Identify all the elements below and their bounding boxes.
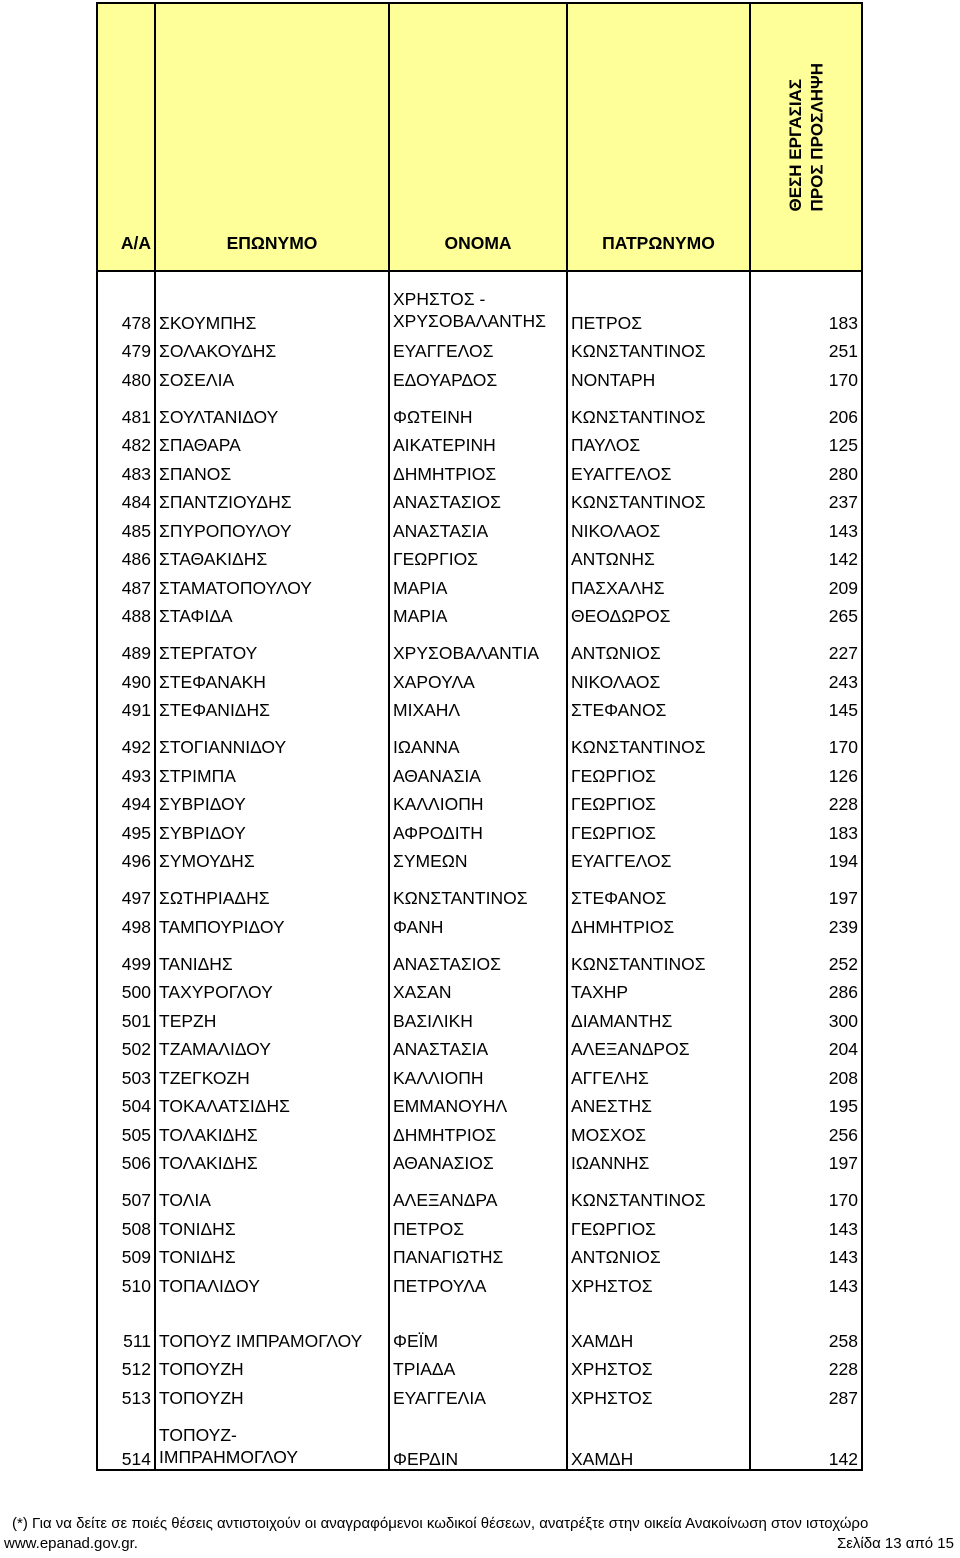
row-number: 485 bbox=[97, 513, 155, 542]
row-number: 512 bbox=[97, 1351, 155, 1380]
surname-cell: ΣΚΟΥΜΠΗΣ bbox=[155, 271, 389, 333]
row-number: 510 bbox=[97, 1268, 155, 1297]
table-row bbox=[97, 598, 862, 627]
row-number: 486 bbox=[97, 541, 155, 570]
name-cell: ΑΘΑΝΑΣΙΟΣ bbox=[389, 1145, 567, 1174]
surname-cell: ΣΤΟΓΙΑΝΝΙΔΟΥ bbox=[155, 721, 389, 758]
position-code-cell: 143 bbox=[750, 513, 862, 542]
table-row bbox=[97, 1408, 862, 1470]
father-name-cell: ΧΡΗΣΤΟΣ bbox=[567, 1351, 750, 1380]
position-code-cell: 170 bbox=[750, 721, 862, 758]
position-code-cell: 228 bbox=[750, 786, 862, 815]
surname-cell: ΤΖΑΜΑΛΙΔΟΥ bbox=[155, 1031, 389, 1060]
row-number: 508 bbox=[97, 1211, 155, 1240]
table-row bbox=[97, 1296, 862, 1351]
table-row bbox=[97, 1174, 862, 1211]
surname-cell: ΣΠΥΡΟΠΟΥΛΟΥ bbox=[155, 513, 389, 542]
father-name-cell: ΑΝΤΩΝΙΟΣ bbox=[567, 627, 750, 664]
name-cell: ΧΑΡΟΥΛΑ bbox=[389, 664, 567, 693]
position-code-cell: 183 bbox=[750, 815, 862, 844]
father-name-cell: ΚΩΝΣΤΑΝΤΙΝΟΣ bbox=[567, 721, 750, 758]
name-cell: ΑΙΚΑΤΕΡΙΝΗ bbox=[389, 427, 567, 456]
father-name-cell: ΑΝΤΩΝΗΣ bbox=[567, 541, 750, 570]
table-row bbox=[97, 271, 862, 333]
position-code-cell: 170 bbox=[750, 362, 862, 391]
position-code-cell: 143 bbox=[750, 1268, 862, 1297]
row-number: 513 bbox=[97, 1380, 155, 1409]
name-cell: ΔΗΜΗΤΡΙΟΣ bbox=[389, 1117, 567, 1146]
name-cell: ΦΑΝΗ bbox=[389, 909, 567, 938]
header-surname: ΕΠΩΝΥΜΟ bbox=[155, 3, 389, 271]
name-cell: ΑΛΕΞΑΝΔΡΑ bbox=[389, 1174, 567, 1211]
father-name-cell: ΧΡΗΣΤΟΣ bbox=[567, 1380, 750, 1409]
row-number: 480 bbox=[97, 362, 155, 391]
row-number: 514 bbox=[97, 1408, 155, 1470]
table-row bbox=[97, 1117, 862, 1146]
position-code-cell: 209 bbox=[750, 570, 862, 599]
surname-cell: ΤΕΡΖΗ bbox=[155, 1003, 389, 1032]
surname-cell: ΣΠΑΘΑΡΑ bbox=[155, 427, 389, 456]
header-father: ΠΑΤΡΩΝΥΜΟ bbox=[567, 3, 750, 271]
father-name-cell: ΕΥΑΓΓΕΛΟΣ bbox=[567, 843, 750, 872]
name-cell: ΧΑΣΑΝ bbox=[389, 974, 567, 1003]
table-row bbox=[97, 1211, 862, 1240]
father-name-cell: ΠΑΥΛΟΣ bbox=[567, 427, 750, 456]
row-number: 502 bbox=[97, 1031, 155, 1060]
surname-cell: ΤΟΠΟΥΖΗ bbox=[155, 1351, 389, 1380]
header-position-line1: ΘΕΣΗ ΕΡΓΑΣΙΑΣ bbox=[785, 78, 805, 212]
row-number: 505 bbox=[97, 1117, 155, 1146]
position-code-cell: 204 bbox=[750, 1031, 862, 1060]
surname-cell: ΣΤΑΦΙΔΑ bbox=[155, 598, 389, 627]
table-row bbox=[97, 1060, 862, 1089]
position-code-cell: 258 bbox=[750, 1296, 862, 1351]
surname-cell: ΣΟΣΕΛΙΑ bbox=[155, 362, 389, 391]
footer-page-number: Σελίδα 13 από 15 bbox=[836, 1535, 954, 1552]
father-name-cell: ΧΑΜΔΗ bbox=[567, 1296, 750, 1351]
table-row bbox=[97, 1380, 862, 1409]
father-name-cell: ΚΩΝΣΤΑΝΤΙΝΟΣ bbox=[567, 390, 750, 427]
name-cell: ΣΥΜΕΩΝ bbox=[389, 843, 567, 872]
row-number: 487 bbox=[97, 570, 155, 599]
table-row bbox=[97, 815, 862, 844]
footer-note: (*) Για να δείτε σε ποιές θέσεις αντιστοιχούν οι αναγραφόμενοι κωδικοί θέσεων, ανατρέξτε στην οικεία Ανακοίνωση στον ιστοχώρο bbox=[12, 1515, 869, 1532]
father-name-cell: ΣΤΕΦΑΝΟΣ bbox=[567, 692, 750, 721]
table-row bbox=[97, 484, 862, 513]
surname-cell: ΤΑΜΠΟΥΡΙΔΟΥ bbox=[155, 909, 389, 938]
surname-cell: ΣΟΥΛΤΑΝΙΔΟΥ bbox=[155, 390, 389, 427]
table-row bbox=[97, 1239, 862, 1268]
row-number: 499 bbox=[97, 937, 155, 974]
row-number: 484 bbox=[97, 484, 155, 513]
name-cell: ΠΕΤΡΟΥΛΑ bbox=[389, 1268, 567, 1297]
table-row bbox=[97, 541, 862, 570]
position-code-cell: 243 bbox=[750, 664, 862, 693]
name-cell: ΑΝΑΣΤΑΣΙΟΣ bbox=[389, 484, 567, 513]
surname-cell: ΤΟΛΑΚΙΔΗΣ bbox=[155, 1145, 389, 1174]
name-cell: ΑΝΑΣΤΑΣΙΑ bbox=[389, 1031, 567, 1060]
surname-cell: ΤΑΝΙΔΗΣ bbox=[155, 937, 389, 974]
table-row bbox=[97, 692, 862, 721]
surname-cell: ΤΟΝΙΔΗΣ bbox=[155, 1211, 389, 1240]
header-position-line2: ΠΡΟΣ ΠΡΟΣΛΗΨΗ bbox=[807, 62, 826, 212]
name-cell: ΜΙΧΑΗΛ bbox=[389, 692, 567, 721]
row-number: 491 bbox=[97, 692, 155, 721]
name-cell: ΜΑΡΙΑ bbox=[389, 598, 567, 627]
header-position bbox=[750, 3, 862, 271]
surname-cell: ΣΤΕΡΓΑΤΟΥ bbox=[155, 627, 389, 664]
father-name-cell: ΙΩΑΝΝΗΣ bbox=[567, 1145, 750, 1174]
surname-cell: ΤΟΠΟΥΖ ΙΜΠΡΑΜΟΓΛΟΥ bbox=[155, 1296, 389, 1351]
table-row bbox=[97, 333, 862, 362]
row-number: 501 bbox=[97, 1003, 155, 1032]
name-cell: ΦΕΪΜ bbox=[389, 1296, 567, 1351]
table-row bbox=[97, 427, 862, 456]
name-cell: ΚΑΛΛΙΟΠΗ bbox=[389, 1060, 567, 1089]
position-code-cell: 197 bbox=[750, 1145, 862, 1174]
table-row bbox=[97, 974, 862, 1003]
surname-cell: ΣΤΑΘΑΚΙΔΗΣ bbox=[155, 541, 389, 570]
name-cell: ΔΗΜΗΤΡΙΟΣ bbox=[389, 456, 567, 485]
father-name-cell: ΠΑΣΧΑΛΗΣ bbox=[567, 570, 750, 599]
name-cell: ΧΡΥΣΟΒΑΛΑΝΤΙΑ bbox=[389, 627, 567, 664]
name-cell: ΑΦΡΟΔΙΤΗ bbox=[389, 815, 567, 844]
position-code-cell: 143 bbox=[750, 1239, 862, 1268]
surname-cell: ΤΟΠΑΛΙΔΟΥ bbox=[155, 1268, 389, 1297]
father-name-cell: ΝΙΚΟΛΑΟΣ bbox=[567, 513, 750, 542]
father-name-cell: ΠΕΤΡΟΣ bbox=[567, 271, 750, 333]
table-row bbox=[97, 1268, 862, 1297]
row-number: 489 bbox=[97, 627, 155, 664]
table-row bbox=[97, 1145, 862, 1174]
father-name-cell: ΝΟΝΤΑΡΗ bbox=[567, 362, 750, 391]
row-number: 494 bbox=[97, 786, 155, 815]
table-row bbox=[97, 570, 862, 599]
row-number: 496 bbox=[97, 843, 155, 872]
table-row bbox=[97, 362, 862, 391]
father-name-cell: ΚΩΝΣΤΑΝΤΙΝΟΣ bbox=[567, 1174, 750, 1211]
table-row bbox=[97, 1003, 862, 1032]
table-row bbox=[97, 664, 862, 693]
position-code-cell: 208 bbox=[750, 1060, 862, 1089]
father-name-cell: ΔΗΜΗΤΡΙΟΣ bbox=[567, 909, 750, 938]
position-code-cell: 195 bbox=[750, 1088, 862, 1117]
row-number: 503 bbox=[97, 1060, 155, 1089]
page-footer bbox=[0, 1514, 960, 1554]
surname-cell: ΣΥΒΡΙΔΟΥ bbox=[155, 815, 389, 844]
table-row bbox=[97, 627, 862, 664]
father-name-cell: ΔΙΑΜΑΝΤΗΣ bbox=[567, 1003, 750, 1032]
row-number: 498 bbox=[97, 909, 155, 938]
table-row bbox=[97, 456, 862, 485]
father-name-cell: ΕΥΑΓΓΕΛΟΣ bbox=[567, 456, 750, 485]
row-number: 488 bbox=[97, 598, 155, 627]
father-name-cell: ΓΕΩΡΓΙΟΣ bbox=[567, 815, 750, 844]
position-code-cell: 237 bbox=[750, 484, 862, 513]
position-code-cell: 126 bbox=[750, 758, 862, 787]
header-name: ΟΝΟΜΑ bbox=[389, 3, 567, 271]
table-body bbox=[97, 271, 862, 1470]
father-name-cell: ΓΕΩΡΓΙΟΣ bbox=[567, 1211, 750, 1240]
position-code-cell: 142 bbox=[750, 541, 862, 570]
father-name-cell: ΣΤΕΦΑΝΟΣ bbox=[567, 872, 750, 909]
surname-cell: ΣΟΛΑΚΟΥΔΗΣ bbox=[155, 333, 389, 362]
row-number: 511 bbox=[97, 1296, 155, 1351]
row-number: 506 bbox=[97, 1145, 155, 1174]
name-cell: ΦΩΤΕΙΝΗ bbox=[389, 390, 567, 427]
surname-cell: ΣΤΕΦΑΝΙΔΗΣ bbox=[155, 692, 389, 721]
position-code-cell: 125 bbox=[750, 427, 862, 456]
position-code-cell: 251 bbox=[750, 333, 862, 362]
position-code-cell: 145 bbox=[750, 692, 862, 721]
surname-cell: ΣΤΕΦΑΝΑΚΗ bbox=[155, 664, 389, 693]
table-row bbox=[97, 872, 862, 909]
surname-cell: ΤΟΠΟΥΖΗ bbox=[155, 1380, 389, 1409]
father-name-cell: ΑΓΓΕΛΗΣ bbox=[567, 1060, 750, 1089]
position-code-cell: 286 bbox=[750, 974, 862, 1003]
name-cell: ΚΩΝΣΤΑΝΤΙΝΟΣ bbox=[389, 872, 567, 909]
position-code-cell: 170 bbox=[750, 1174, 862, 1211]
name-cell: ΕΥΑΓΓΕΛΟΣ bbox=[389, 333, 567, 362]
father-name-cell: ΑΛΕΞΑΝΔΡΟΣ bbox=[567, 1031, 750, 1060]
row-number: 507 bbox=[97, 1174, 155, 1211]
name-cell: ΦΕΡΔΙΝ bbox=[389, 1408, 567, 1470]
row-number: 481 bbox=[97, 390, 155, 427]
table-row bbox=[97, 721, 862, 758]
position-code-cell: 287 bbox=[750, 1380, 862, 1409]
father-name-cell: ΚΩΝΣΤΑΝΤΙΝΟΣ bbox=[567, 937, 750, 974]
father-name-cell: ΝΙΚΟΛΑΟΣ bbox=[567, 664, 750, 693]
position-code-cell: 206 bbox=[750, 390, 862, 427]
row-number: 493 bbox=[97, 758, 155, 787]
applicants-table bbox=[96, 2, 863, 1471]
name-cell: ΕΜΜΑΝΟΥΗΛ bbox=[389, 1088, 567, 1117]
surname-cell: ΤΟΚΑΛΑΤΣΙΔΗΣ bbox=[155, 1088, 389, 1117]
name-cell: ΓΕΩΡΓΙΟΣ bbox=[389, 541, 567, 570]
name-cell: ΧΡΗΣΤΟΣ - ΧΡΥΣΟΒΑΛΑΝΤΗΣ bbox=[389, 271, 567, 333]
father-name-cell: ΓΕΩΡΓΙΟΣ bbox=[567, 786, 750, 815]
surname-cell: ΤΟΛΙΑ bbox=[155, 1174, 389, 1211]
position-code-cell: 194 bbox=[750, 843, 862, 872]
name-cell: ΑΝΑΣΤΑΣΙΟΣ bbox=[389, 937, 567, 974]
table-row bbox=[97, 390, 862, 427]
surname-cell: ΤΑΧΥΡΟΓΛΟΥ bbox=[155, 974, 389, 1003]
row-number: 492 bbox=[97, 721, 155, 758]
row-number: 500 bbox=[97, 974, 155, 1003]
row-number: 483 bbox=[97, 456, 155, 485]
father-name-cell: ΚΩΝΣΤΑΝΤΙΝΟΣ bbox=[567, 484, 750, 513]
position-code-cell: 252 bbox=[750, 937, 862, 974]
father-name-cell: ΓΕΩΡΓΙΟΣ bbox=[567, 758, 750, 787]
surname-cell: ΣΥΒΡΙΔΟΥ bbox=[155, 786, 389, 815]
father-name-cell: ΑΝΕΣΤΗΣ bbox=[567, 1088, 750, 1117]
father-name-cell: ΑΝΤΩΝΙΟΣ bbox=[567, 1239, 750, 1268]
surname-cell: ΤΟΝΙΔΗΣ bbox=[155, 1239, 389, 1268]
surname-cell: ΤΟΛΑΚΙΔΗΣ bbox=[155, 1117, 389, 1146]
name-cell: ΑΝΑΣΤΑΣΙΑ bbox=[389, 513, 567, 542]
surname-cell: ΣΥΜΟΥΔΗΣ bbox=[155, 843, 389, 872]
table-row bbox=[97, 909, 862, 938]
name-cell: ΚΑΛΛΙΟΠΗ bbox=[389, 786, 567, 815]
table-row bbox=[97, 758, 862, 787]
footer-website: www.epanad.gov.gr. bbox=[4, 1535, 138, 1552]
position-code-cell: 256 bbox=[750, 1117, 862, 1146]
position-code-cell: 239 bbox=[750, 909, 862, 938]
row-number: 504 bbox=[97, 1088, 155, 1117]
name-cell: ΑΘΑΝΑΣΙΑ bbox=[389, 758, 567, 787]
father-name-cell: ΘΕΟΔΩΡΟΣ bbox=[567, 598, 750, 627]
header-row bbox=[97, 3, 862, 271]
table-row bbox=[97, 786, 862, 815]
father-name-cell: ΚΩΝΣΤΑΝΤΙΝΟΣ bbox=[567, 333, 750, 362]
name-cell: ΙΩΑΝΝΑ bbox=[389, 721, 567, 758]
position-code-cell: 197 bbox=[750, 872, 862, 909]
table-row bbox=[97, 1088, 862, 1117]
row-number: 495 bbox=[97, 815, 155, 844]
surname-cell: ΣΠΑΝΤΖΙΟΥΔΗΣ bbox=[155, 484, 389, 513]
row-number: 482 bbox=[97, 427, 155, 456]
position-code-cell: 227 bbox=[750, 627, 862, 664]
name-cell: ΕΥΑΓΓΕΛΙΑ bbox=[389, 1380, 567, 1409]
header-aa: Α/Α bbox=[97, 3, 155, 271]
row-number: 479 bbox=[97, 333, 155, 362]
surname-cell: ΣΩΤΗΡΙΑΔΗΣ bbox=[155, 872, 389, 909]
table-row bbox=[97, 1031, 862, 1060]
father-name-cell: ΤΑΧΗΡ bbox=[567, 974, 750, 1003]
position-code-cell: 143 bbox=[750, 1211, 862, 1240]
position-code-cell: 280 bbox=[750, 456, 862, 485]
position-code-cell: 265 bbox=[750, 598, 862, 627]
table-row bbox=[97, 843, 862, 872]
surname-cell: ΤΖΕΓΚΟΖΗ bbox=[155, 1060, 389, 1089]
row-number: 497 bbox=[97, 872, 155, 909]
father-name-cell: ΧΡΗΣΤΟΣ bbox=[567, 1268, 750, 1297]
name-cell: ΒΑΣΙΛΙΚΗ bbox=[389, 1003, 567, 1032]
position-code-cell: 228 bbox=[750, 1351, 862, 1380]
surname-cell: ΤΟΠΟΥΖ- ΙΜΠΡΑΗΜΟΓΛΟΥ bbox=[155, 1408, 389, 1470]
father-name-cell: ΧΑΜΔΗ bbox=[567, 1408, 750, 1470]
row-number: 478 bbox=[97, 271, 155, 333]
surname-cell: ΣΤΑΜΑΤΟΠΟΥΛΟΥ bbox=[155, 570, 389, 599]
position-code-cell: 300 bbox=[750, 1003, 862, 1032]
name-cell: ΠΕΤΡΟΣ bbox=[389, 1211, 567, 1240]
position-code-cell: 183 bbox=[750, 271, 862, 333]
name-cell: ΠΑΝΑΓΙΩΤΗΣ bbox=[389, 1239, 567, 1268]
table-row bbox=[97, 513, 862, 542]
surname-cell: ΣΠΑΝΟΣ bbox=[155, 456, 389, 485]
table-row bbox=[97, 1351, 862, 1380]
table-row bbox=[97, 937, 862, 974]
name-cell: ΜΑΡΙΑ bbox=[389, 570, 567, 599]
row-number: 490 bbox=[97, 664, 155, 693]
row-number: 509 bbox=[97, 1239, 155, 1268]
position-code-cell: 142 bbox=[750, 1408, 862, 1470]
father-name-cell: ΜΟΣΧΟΣ bbox=[567, 1117, 750, 1146]
surname-cell: ΣΤΡΙΜΠΑ bbox=[155, 758, 389, 787]
name-cell: ΕΔΟΥΑΡΔΟΣ bbox=[389, 362, 567, 391]
name-cell: ΤΡΙΑΔΑ bbox=[389, 1351, 567, 1380]
